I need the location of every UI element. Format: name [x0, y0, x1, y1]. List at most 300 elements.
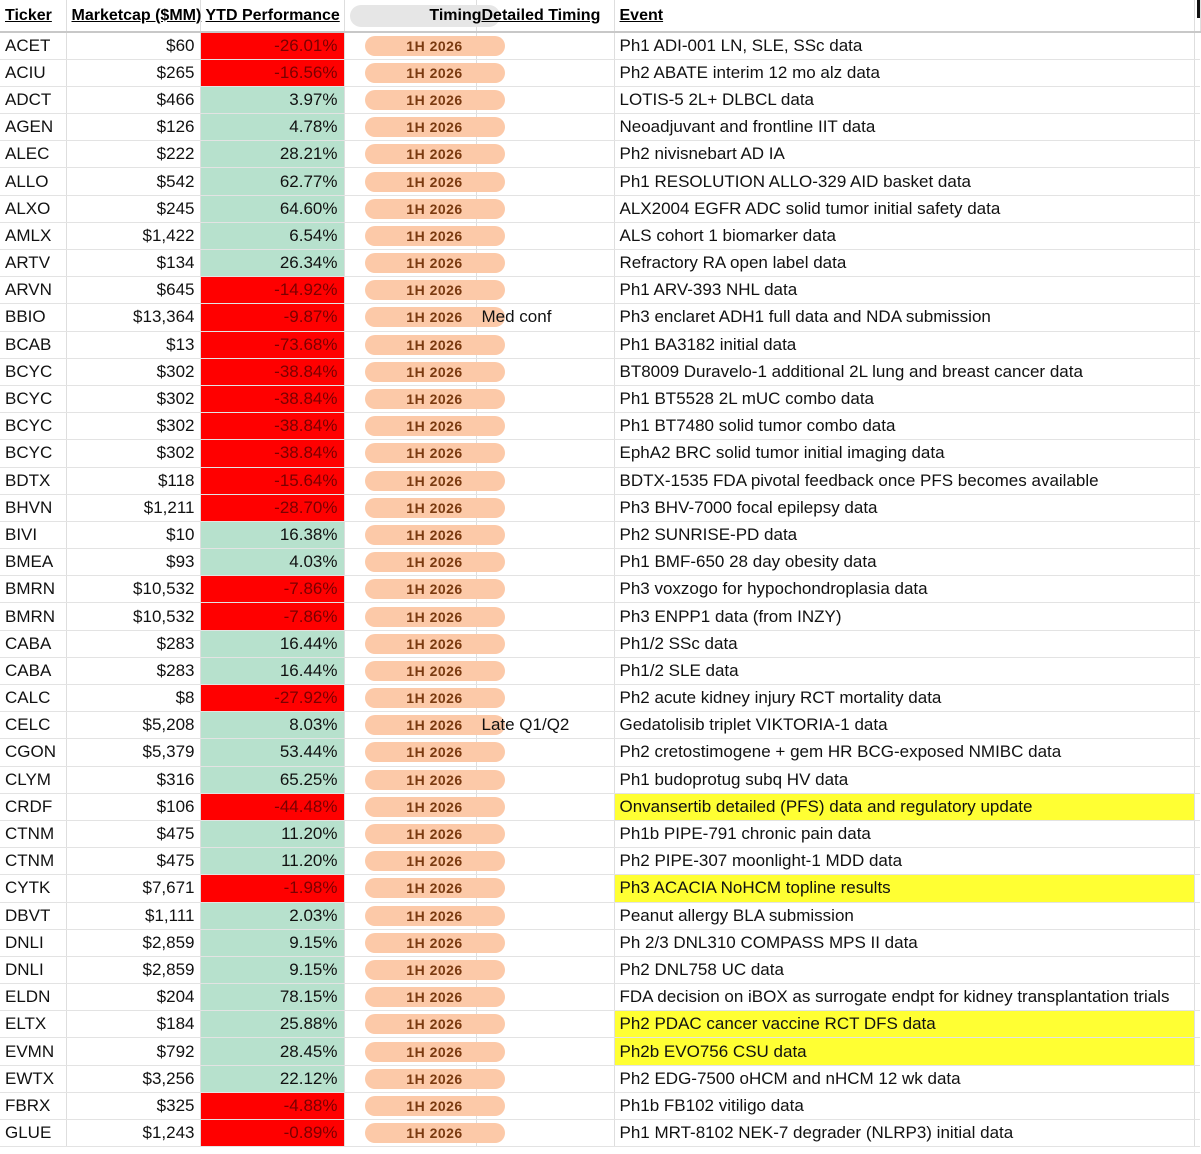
- table-row: [0, 277, 1200, 304]
- table-row: [0, 576, 1200, 603]
- table-body: [0, 32, 1200, 1147]
- ytd-performance-cell[interactable]: 4.78%: [200, 114, 344, 141]
- timing-cell[interactable]: [344, 712, 476, 739]
- table-row: [0, 521, 1200, 548]
- ticker-cell[interactable]: ARTV: [0, 250, 66, 277]
- marketcap-cell[interactable]: $542: [66, 168, 200, 195]
- table-row: [0, 875, 1200, 902]
- timing-cell[interactable]: [344, 549, 476, 576]
- event-cell[interactable]: Ph1 ARV-393 NHL data: [614, 277, 1194, 304]
- ticker-cell[interactable]: BCYC: [0, 413, 66, 440]
- ticker-cell[interactable]: DNLI: [0, 956, 66, 983]
- edge-cell[interactable]: [1194, 521, 1200, 548]
- ytd-performance-cell[interactable]: 26.34%: [200, 250, 344, 277]
- edge-cell[interactable]: [1194, 1011, 1200, 1038]
- table-row: [0, 766, 1200, 793]
- event-cell[interactable]: Ph1 budoprotug subq HV data: [614, 766, 1194, 793]
- event-cell[interactable]: Ph1b FB102 vitiligo data: [614, 1092, 1194, 1119]
- ytd-performance-cell[interactable]: 28.45%: [200, 1038, 344, 1065]
- ytd-performance-cell[interactable]: -15.64%: [200, 467, 344, 494]
- ytd-performance-cell[interactable]: -38.84%: [200, 413, 344, 440]
- table-row: [0, 222, 1200, 249]
- edge-cell[interactable]: [1194, 304, 1200, 331]
- ticker-cell[interactable]: EVMN: [0, 1038, 66, 1065]
- timing-cell[interactable]: [344, 848, 476, 875]
- table-row: [0, 195, 1200, 222]
- ticker-cell[interactable]: GLUE: [0, 1120, 66, 1147]
- header-ytd-performance[interactable]: YTD Performance: [200, 0, 344, 32]
- ytd-performance-cell[interactable]: 9.15%: [200, 929, 344, 956]
- event-cell[interactable]: Neoadjuvant and frontline IIT data: [614, 114, 1194, 141]
- marketcap-cell[interactable]: $13: [66, 331, 200, 358]
- ytd-performance-cell[interactable]: -4.88%: [200, 1092, 344, 1119]
- header-marketcap[interactable]: Marketcap ($MM): [66, 0, 200, 32]
- ticker-cell[interactable]: ALEC: [0, 141, 66, 168]
- ytd-performance-cell[interactable]: 16.38%: [200, 521, 344, 548]
- ytd-performance-cell[interactable]: -7.86%: [200, 576, 344, 603]
- ticker-cell[interactable]: CABA: [0, 630, 66, 657]
- timing-cell[interactable]: [344, 1120, 476, 1147]
- marketcap-cell[interactable]: $1,111: [66, 902, 200, 929]
- event-cell[interactable]: Ph2 ABATE interim 12 mo alz data: [614, 59, 1194, 86]
- timing-cell[interactable]: [344, 114, 476, 141]
- timing-cell[interactable]: [344, 141, 476, 168]
- edge-cell[interactable]: [1194, 114, 1200, 141]
- edge-cell[interactable]: [1194, 984, 1200, 1011]
- timing-pill: 1H 2026: [365, 280, 505, 300]
- timing-cell[interactable]: [344, 521, 476, 548]
- edge-cell[interactable]: [1194, 494, 1200, 521]
- table-row: [0, 358, 1200, 385]
- ytd-performance-cell[interactable]: 11.20%: [200, 848, 344, 875]
- ytd-performance-cell[interactable]: 16.44%: [200, 657, 344, 684]
- timing-cell[interactable]: [344, 956, 476, 983]
- ytd-performance-cell[interactable]: -16.56%: [200, 59, 344, 86]
- header-detailed-timing[interactable]: Detailed Timing: [476, 0, 614, 32]
- ticker-cell[interactable]: BMRN: [0, 576, 66, 603]
- event-cell[interactable]: Ph1 MRT-8102 NEK-7 degrader (NLRP3) initial data: [614, 1120, 1194, 1147]
- table-row: [0, 494, 1200, 521]
- edge-cell[interactable]: [1194, 277, 1200, 304]
- edge-cell[interactable]: [1194, 440, 1200, 467]
- marketcap-cell[interactable]: $10,532: [66, 603, 200, 630]
- event-cell[interactable]: Ph1/2 SLE data: [614, 657, 1194, 684]
- ticker-cell[interactable]: ALXO: [0, 195, 66, 222]
- marketcap-cell[interactable]: $245: [66, 195, 200, 222]
- marketcap-cell[interactable]: $466: [66, 86, 200, 113]
- timing-pill: 1H 2026: [365, 1014, 505, 1034]
- table-row: [0, 1092, 1200, 1119]
- edge-cell[interactable]: [1194, 250, 1200, 277]
- timing-cell[interactable]: [344, 32, 476, 59]
- ytd-performance-cell[interactable]: 6.54%: [200, 222, 344, 249]
- ticker-cell[interactable]: CELC: [0, 712, 66, 739]
- timing-cell[interactable]: [344, 222, 476, 249]
- ytd-performance-cell[interactable]: -44.48%: [200, 793, 344, 820]
- edge-cell[interactable]: [1194, 1065, 1200, 1092]
- edge-cell[interactable]: [1194, 86, 1200, 113]
- ticker-cell[interactable]: ALLO: [0, 168, 66, 195]
- timing-cell[interactable]: [344, 358, 476, 385]
- ytd-performance-cell[interactable]: -1.98%: [200, 875, 344, 902]
- ticker-cell[interactable]: BCYC: [0, 385, 66, 412]
- ticker-cell[interactable]: ARVN: [0, 277, 66, 304]
- event-cell[interactable]: Ph1 BA3182 initial data: [614, 331, 1194, 358]
- ytd-performance-cell[interactable]: -27.92%: [200, 685, 344, 712]
- event-cell[interactable]: Ph1 ADI-001 LN, SLE, SSc data: [614, 32, 1194, 59]
- edge-cell[interactable]: [1194, 875, 1200, 902]
- edge-cell[interactable]: [1194, 549, 1200, 576]
- ytd-performance-cell[interactable]: 2.03%: [200, 902, 344, 929]
- timing-pill: 1H 2026: [365, 63, 505, 83]
- timing-cell[interactable]: [344, 86, 476, 113]
- event-cell[interactable]: Ph2 nivisnebart AD IA: [614, 141, 1194, 168]
- edge-cell[interactable]: [1194, 848, 1200, 875]
- timing-cell[interactable]: [344, 413, 476, 440]
- marketcap-cell[interactable]: $106: [66, 793, 200, 820]
- ticker-cell[interactable]: ACET: [0, 32, 66, 59]
- edge-cell[interactable]: [1194, 1120, 1200, 1147]
- ticker-cell[interactable]: BMEA: [0, 549, 66, 576]
- timing-cell[interactable]: [344, 385, 476, 412]
- detailed-timing-cell[interactable]: Med conf: [476, 304, 614, 331]
- ytd-performance-cell[interactable]: 25.88%: [200, 1011, 344, 1038]
- event-cell[interactable]: Ph2b EVO756 CSU data: [614, 1038, 1194, 1065]
- ticker-cell[interactable]: CTNM: [0, 848, 66, 875]
- ytd-performance-cell[interactable]: -9.87%: [200, 304, 344, 331]
- ticker-cell[interactable]: CABA: [0, 657, 66, 684]
- ticker-cell[interactable]: AGEN: [0, 114, 66, 141]
- marketcap-cell[interactable]: $792: [66, 1038, 200, 1065]
- marketcap-cell[interactable]: $1,422: [66, 222, 200, 249]
- timing-pill: 1H 2026: [365, 688, 505, 708]
- marketcap-cell[interactable]: $126: [66, 114, 200, 141]
- event-cell[interactable]: Peanut allergy BLA submission: [614, 902, 1194, 929]
- edge-cell[interactable]: [1194, 820, 1200, 847]
- timing-cell[interactable]: [344, 277, 476, 304]
- ticker-cell[interactable]: BCAB: [0, 331, 66, 358]
- timing-pill: 1H 2026: [365, 960, 505, 980]
- event-cell[interactable]: Ph3 ACACIA NoHCM topline results: [614, 875, 1194, 902]
- event-cell[interactable]: Ph2 acute kidney injury RCT mortality data: [614, 685, 1194, 712]
- marketcap-cell[interactable]: $475: [66, 820, 200, 847]
- marketcap-cell[interactable]: $325: [66, 1092, 200, 1119]
- event-cell[interactable]: Ph1 BT7480 solid tumor combo data: [614, 413, 1194, 440]
- timing-cell[interactable]: [344, 685, 476, 712]
- header-event[interactable]: Event: [614, 0, 1194, 32]
- ytd-performance-cell[interactable]: 9.15%: [200, 956, 344, 983]
- event-cell[interactable]: Ph1 BT5528 2L mUC combo data: [614, 385, 1194, 412]
- timing-cell[interactable]: [344, 1065, 476, 1092]
- edge-cell[interactable]: [1194, 1092, 1200, 1119]
- event-cell[interactable]: Ph3 BHV-7000 focal epilepsy data: [614, 494, 1194, 521]
- ticker-cell[interactable]: DNLI: [0, 929, 66, 956]
- event-cell[interactable]: EphA2 BRC solid tumor initial imaging data: [614, 440, 1194, 467]
- edge-cell[interactable]: [1194, 141, 1200, 168]
- timing-cell[interactable]: [344, 59, 476, 86]
- timing-cell[interactable]: [344, 766, 476, 793]
- ytd-performance-cell[interactable]: 4.03%: [200, 549, 344, 576]
- timing-pill: 1H 2026: [365, 471, 505, 491]
- ytd-performance-cell[interactable]: 65.25%: [200, 766, 344, 793]
- timing-cell[interactable]: [344, 576, 476, 603]
- ticker-cell[interactable]: CALC: [0, 685, 66, 712]
- timing-pill: 1H 2026: [365, 525, 505, 545]
- table-row: [0, 739, 1200, 766]
- edge-cell[interactable]: [1194, 1038, 1200, 1065]
- event-cell[interactable]: Ph3 voxzogo for hypochondroplasia data: [614, 576, 1194, 603]
- edge-cell[interactable]: [1194, 32, 1200, 59]
- timing-pill: 1H 2026: [365, 1123, 505, 1143]
- ticker-cell[interactable]: BCYC: [0, 440, 66, 467]
- event-cell[interactable]: Ph2 PDAC cancer vaccine RCT DFS data: [614, 1011, 1194, 1038]
- event-cell[interactable]: Ph1b PIPE-791 chronic pain data: [614, 820, 1194, 847]
- ytd-performance-cell[interactable]: 16.44%: [200, 630, 344, 657]
- timing-cell[interactable]: [344, 793, 476, 820]
- ytd-performance-cell[interactable]: 78.15%: [200, 984, 344, 1011]
- event-cell[interactable]: ALS cohort 1 biomarker data: [614, 222, 1194, 249]
- timing-cell[interactable]: [344, 820, 476, 847]
- marketcap-cell[interactable]: $2,859: [66, 929, 200, 956]
- event-cell[interactable]: ALX2004 EGFR ADC solid tumor initial safety data: [614, 195, 1194, 222]
- marketcap-cell[interactable]: $8: [66, 685, 200, 712]
- ticker-cell[interactable]: ADCT: [0, 86, 66, 113]
- detailed-timing-cell[interactable]: Late Q1/Q2: [476, 712, 614, 739]
- timing-cell[interactable]: [344, 603, 476, 630]
- marketcap-cell[interactable]: $60: [66, 32, 200, 59]
- ticker-cell[interactable]: BHVN: [0, 494, 66, 521]
- marketcap-cell[interactable]: $302: [66, 413, 200, 440]
- ticker-cell[interactable]: ELTX: [0, 1011, 66, 1038]
- event-cell[interactable]: Ph2 PIPE-307 moonlight-1 MDD data: [614, 848, 1194, 875]
- marketcap-cell[interactable]: $2,859: [66, 956, 200, 983]
- ticker-cell[interactable]: BMRN: [0, 603, 66, 630]
- timing-cell[interactable]: [344, 1038, 476, 1065]
- timing-pill: 1H 2026: [365, 579, 505, 599]
- timing-cell[interactable]: [344, 739, 476, 766]
- header-ticker[interactable]: Ticker: [0, 0, 66, 32]
- event-cell[interactable]: Onvansertib detailed (PFS) data and regulatory update: [614, 793, 1194, 820]
- ticker-cell[interactable]: AMLX: [0, 222, 66, 249]
- event-cell[interactable]: BDTX-1535 FDA pivotal feedback once PFS becomes available: [614, 467, 1194, 494]
- ytd-performance-cell[interactable]: -28.70%: [200, 494, 344, 521]
- event-cell[interactable]: Refractory RA open label data: [614, 250, 1194, 277]
- ticker-cell[interactable]: BBIO: [0, 304, 66, 331]
- marketcap-cell[interactable]: $475: [66, 848, 200, 875]
- table-row: [0, 1038, 1200, 1065]
- edge-cell[interactable]: [1194, 358, 1200, 385]
- event-cell[interactable]: Ph3 enclaret ADH1 full data and NDA submission: [614, 304, 1194, 331]
- table-row: [0, 59, 1200, 86]
- timing-pill: 1H 2026: [365, 607, 505, 627]
- ytd-performance-cell[interactable]: 28.21%: [200, 141, 344, 168]
- timing-cell[interactable]: [344, 467, 476, 494]
- event-cell[interactable]: FDA decision on iBOX as surrogate endpt for kidney transplantation trials: [614, 984, 1194, 1011]
- timing-cell[interactable]: [344, 902, 476, 929]
- marketcap-cell[interactable]: $204: [66, 984, 200, 1011]
- marketcap-cell[interactable]: $93: [66, 549, 200, 576]
- timing-pill: 1H 2026: [365, 906, 505, 926]
- edge-cell[interactable]: [1194, 467, 1200, 494]
- marketcap-cell[interactable]: $5,379: [66, 739, 200, 766]
- ticker-cell[interactable]: BIVI: [0, 521, 66, 548]
- table-row: [0, 114, 1200, 141]
- marketcap-cell[interactable]: $283: [66, 630, 200, 657]
- table-row: [0, 603, 1200, 630]
- timing-cell[interactable]: [344, 168, 476, 195]
- ytd-performance-cell[interactable]: -73.68%: [200, 331, 344, 358]
- timing-cell[interactable]: [344, 984, 476, 1011]
- edge-cell[interactable]: [1194, 168, 1200, 195]
- event-cell[interactable]: Ph2 EDG-7500 oHCM and nHCM 12 wk data: [614, 1065, 1194, 1092]
- ticker-cell[interactable]: FBRX: [0, 1092, 66, 1119]
- table-row: [0, 467, 1200, 494]
- timing-cell[interactable]: [344, 1011, 476, 1038]
- timing-cell[interactable]: [344, 875, 476, 902]
- timing-pill: 1H 2026: [365, 389, 505, 409]
- marketcap-cell[interactable]: $265: [66, 59, 200, 86]
- marketcap-cell[interactable]: $302: [66, 358, 200, 385]
- ytd-performance-cell[interactable]: 3.97%: [200, 86, 344, 113]
- marketcap-cell[interactable]: $645: [66, 277, 200, 304]
- event-cell[interactable]: LOTIS-5 2L+ DLBCL data: [614, 86, 1194, 113]
- event-cell[interactable]: Ph1 BMF-650 28 day obesity data: [614, 549, 1194, 576]
- ytd-performance-cell[interactable]: 62.77%: [200, 168, 344, 195]
- timing-pill: 1H 2026: [365, 634, 505, 654]
- ytd-performance-cell[interactable]: -0.89%: [200, 1120, 344, 1147]
- ytd-performance-cell[interactable]: -38.84%: [200, 440, 344, 467]
- ytd-performance-cell[interactable]: -38.84%: [200, 358, 344, 385]
- column-edge-marker: [1197, 0, 1200, 18]
- marketcap-cell[interactable]: $7,671: [66, 875, 200, 902]
- edge-cell[interactable]: [1194, 712, 1200, 739]
- ticker-cell[interactable]: BCYC: [0, 358, 66, 385]
- edge-cell[interactable]: [1194, 603, 1200, 630]
- event-cell[interactable]: Ph3 ENPP1 data (from INZY): [614, 603, 1194, 630]
- timing-cell[interactable]: [344, 304, 476, 331]
- ticker-cell[interactable]: CTNM: [0, 820, 66, 847]
- table-row: [0, 685, 1200, 712]
- ticker-cell[interactable]: DBVT: [0, 902, 66, 929]
- ticker-cell[interactable]: EWTX: [0, 1065, 66, 1092]
- ticker-cell[interactable]: CRDF: [0, 793, 66, 820]
- edge-cell[interactable]: [1194, 331, 1200, 358]
- timing-cell[interactable]: [344, 630, 476, 657]
- header-edge-cell: [1194, 0, 1200, 32]
- ytd-performance-cell[interactable]: 8.03%: [200, 712, 344, 739]
- edge-cell[interactable]: [1194, 766, 1200, 793]
- edge-cell[interactable]: [1194, 657, 1200, 684]
- edge-cell[interactable]: [1194, 929, 1200, 956]
- event-cell[interactable]: Ph1 RESOLUTION ALLO-329 AID basket data: [614, 168, 1194, 195]
- ytd-performance-cell[interactable]: 53.44%: [200, 739, 344, 766]
- timing-cell[interactable]: [344, 440, 476, 467]
- header-timing[interactable]: [344, 0, 482, 32]
- event-cell[interactable]: Ph1/2 SSc data: [614, 630, 1194, 657]
- ytd-performance-cell[interactable]: -26.01%: [200, 32, 344, 59]
- edge-cell[interactable]: [1194, 956, 1200, 983]
- event-cell[interactable]: Ph2 SUNRISE-PD data: [614, 521, 1194, 548]
- marketcap-cell[interactable]: $283: [66, 657, 200, 684]
- timing-pill: 1H 2026: [365, 199, 505, 219]
- marketcap-cell[interactable]: $1,243: [66, 1120, 200, 1147]
- timing-cell[interactable]: [344, 494, 476, 521]
- edge-cell[interactable]: [1194, 630, 1200, 657]
- table-row: [0, 440, 1200, 467]
- event-cell[interactable]: BT8009 Duravelo-1 additional 2L lung and breast cancer data: [614, 358, 1194, 385]
- timing-cell[interactable]: [344, 657, 476, 684]
- table-row: [0, 848, 1200, 875]
- marketcap-cell[interactable]: $302: [66, 440, 200, 467]
- ticker-cell[interactable]: ELDN: [0, 984, 66, 1011]
- marketcap-cell[interactable]: $1,211: [66, 494, 200, 521]
- marketcap-cell[interactable]: $10: [66, 521, 200, 548]
- marketcap-cell[interactable]: $316: [66, 766, 200, 793]
- timing-pill: 1H 2026: [365, 253, 505, 273]
- event-cell[interactable]: Ph2 DNL758 UC data: [614, 956, 1194, 983]
- table-row: [0, 304, 1200, 331]
- marketcap-cell[interactable]: $134: [66, 250, 200, 277]
- edge-cell[interactable]: [1194, 739, 1200, 766]
- ticker-cell[interactable]: ACIU: [0, 59, 66, 86]
- marketcap-cell[interactable]: $3,256: [66, 1065, 200, 1092]
- edge-cell[interactable]: [1194, 222, 1200, 249]
- table-row: [0, 331, 1200, 358]
- timing-pill: 1H 2026: [365, 307, 505, 327]
- ytd-performance-cell[interactable]: -7.86%: [200, 603, 344, 630]
- ticker-cell[interactable]: CYTK: [0, 875, 66, 902]
- marketcap-cell[interactable]: $222: [66, 141, 200, 168]
- event-cell[interactable]: Gedatolisib triplet VIKTORIA-1 data: [614, 712, 1194, 739]
- marketcap-cell[interactable]: $13,364: [66, 304, 200, 331]
- edge-cell[interactable]: [1194, 195, 1200, 222]
- ticker-cell[interactable]: CLYM: [0, 766, 66, 793]
- table-row: [0, 956, 1200, 983]
- timing-pill: 1H 2026: [365, 335, 505, 355]
- header-timing-label: Timing: [350, 5, 500, 27]
- ytd-performance-cell[interactable]: -38.84%: [200, 385, 344, 412]
- edge-cell[interactable]: [1194, 685, 1200, 712]
- edge-cell[interactable]: [1194, 576, 1200, 603]
- timing-cell[interactable]: [344, 250, 476, 277]
- table-row: [0, 630, 1200, 657]
- ytd-performance-cell[interactable]: -14.92%: [200, 277, 344, 304]
- edge-cell[interactable]: [1194, 413, 1200, 440]
- table-row: [0, 929, 1200, 956]
- ytd-performance-cell[interactable]: 22.12%: [200, 1065, 344, 1092]
- timing-cell[interactable]: [344, 195, 476, 222]
- marketcap-cell[interactable]: $118: [66, 467, 200, 494]
- marketcap-cell[interactable]: $184: [66, 1011, 200, 1038]
- edge-cell[interactable]: [1194, 793, 1200, 820]
- ytd-performance-cell[interactable]: 11.20%: [200, 820, 344, 847]
- marketcap-cell[interactable]: $302: [66, 385, 200, 412]
- marketcap-cell[interactable]: $5,208: [66, 712, 200, 739]
- ticker-cell[interactable]: CGON: [0, 739, 66, 766]
- event-cell[interactable]: Ph 2/3 DNL310 COMPASS MPS II data: [614, 929, 1194, 956]
- timing-cell[interactable]: [344, 331, 476, 358]
- edge-cell[interactable]: [1194, 59, 1200, 86]
- ytd-performance-cell[interactable]: 64.60%: [200, 195, 344, 222]
- event-cell[interactable]: Ph2 cretostimogene + gem HR BCG-exposed NMIBC data: [614, 739, 1194, 766]
- table-row: [0, 793, 1200, 820]
- ticker-cell[interactable]: BDTX: [0, 467, 66, 494]
- timing-cell[interactable]: [344, 929, 476, 956]
- edge-cell[interactable]: [1194, 385, 1200, 412]
- marketcap-cell[interactable]: $10,532: [66, 576, 200, 603]
- edge-cell[interactable]: [1194, 902, 1200, 929]
- timing-cell[interactable]: [344, 1092, 476, 1119]
